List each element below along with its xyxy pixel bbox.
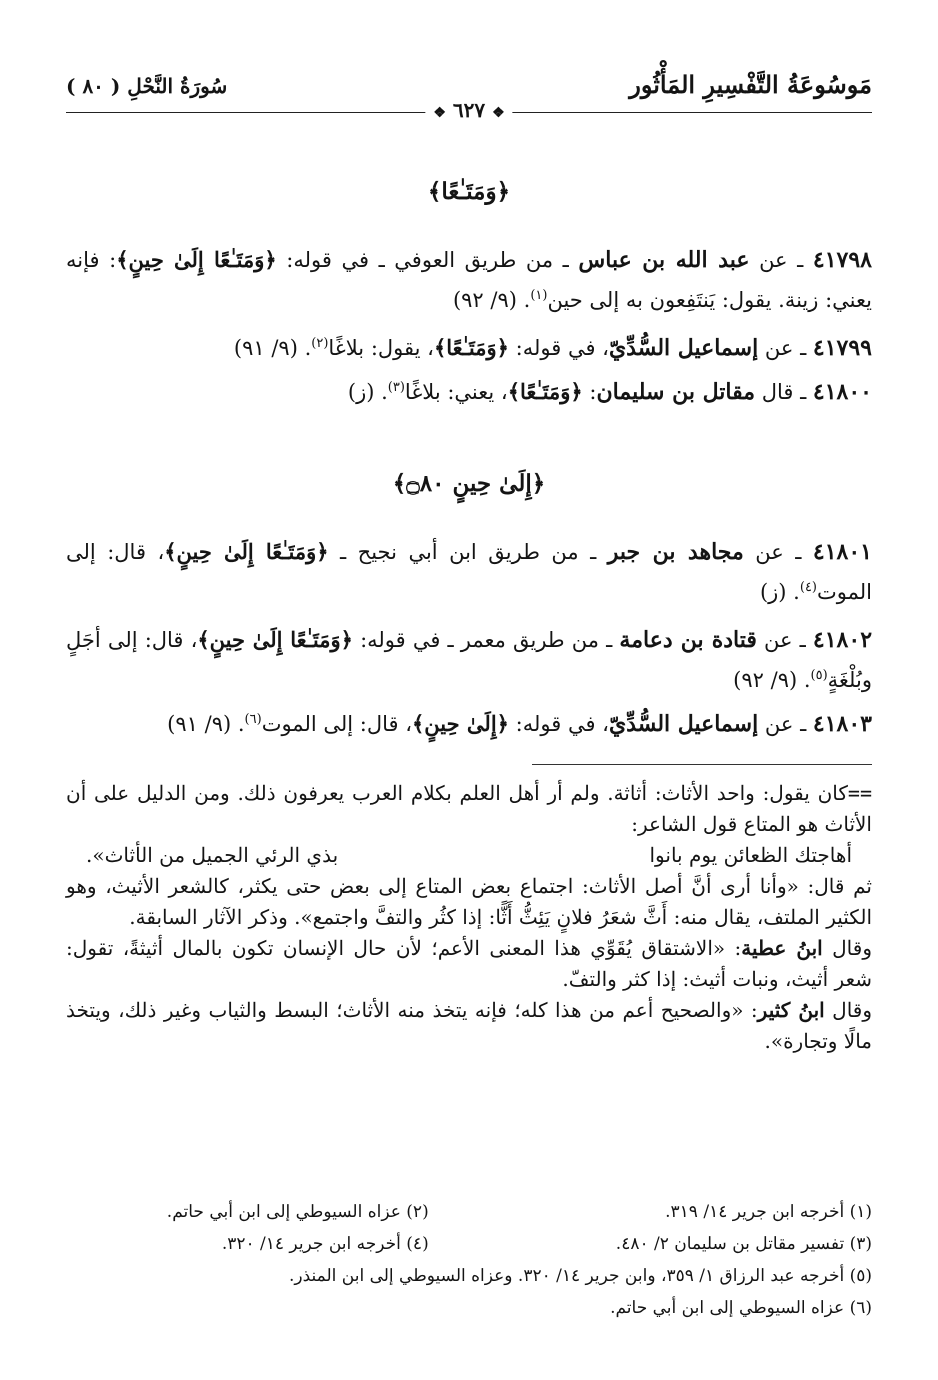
- footnote: (٥) أخرجه عبد الرزاق ١/ ٣٥٩، وابن جرير ١٤/ ٣٢٠. وعزاه السيوطي إلى ابن المنذر.: [288, 1266, 872, 1286]
- volume-reference: (ز): [347, 380, 375, 404]
- scholar-name: ابنُ كثير: [757, 998, 825, 1022]
- note-paragraph: ثم قال: «وأنا أرى أنَّ أصل الأثاث: اجتماع بعض المتاع إلى بعض حتى يكثر، كالشعر الأثيث، وهو الكثير الملتف، يقال منه: أَثَّ شعَرُ فلانٍ يَئِثُّ أَثًّا: إذا كثُر والتفَّ واجتمع». وذكر الآثار السابقة.: [66, 874, 872, 929]
- narration-entry: ٤١٨٠٠ ـ قال مقاتل بن سليمان: ﴿وَمَتَـٰعًا﴾، يعني: بلاغًا$^{(٣)}$. (ز): [347, 379, 872, 405]
- poem-verse: [66, 840, 872, 871]
- quran-quote: ﴿إِلَىٰ حِينٍ﴾: [412, 711, 509, 736]
- footnote-marker: (٥): [810, 668, 828, 683]
- quran-quote: ﴿وَمَتَـٰعًا إِلَىٰ حِينٍ﴾: [197, 627, 353, 652]
- narrator-name: مجاهد بن جبر: [607, 539, 744, 565]
- footnote-marker: (٦): [244, 712, 262, 727]
- ornament-icon: ❖: [433, 105, 446, 121]
- poem-hemistich-2: بذي الرئي الجميل من الأثاث».: [86, 843, 339, 867]
- footnote: (٦) عزاه السيوطي إلى ابن أبي حاتم.: [610, 1298, 872, 1318]
- footnotes: [66, 1196, 872, 1324]
- footnote: (٢) عزاه السيوطي إلى ابن أبي حاتم.: [166, 1202, 429, 1222]
- narrator-name: إسماعيل السُّدِّيّ: [608, 711, 759, 737]
- footnote-marker: (٢): [311, 336, 329, 351]
- narration-entry: ٤١٧٩٨ ـ عن عبد الله بن عباس ـ من طريق العوفي ـ في قوله: ﴿وَمَتَـٰعًا إِلَىٰ حِينٍ﴾: فإنه يعني: زينة. يقول: يَنتَفِعون به إلى حين$^{(١)}$. (٩/ ٩٢): [66, 247, 872, 312]
- narration-number: ٤١٨٠١: [812, 539, 872, 565]
- narration-entry: ٤١٨٠٣ ـ عن إسماعيل السُّدِّيّ، في قوله: ﴿إِلَىٰ حِينٍ﴾، قال: إلى الموت$^{(٦)}$. (٩/ ٩١): [167, 711, 872, 737]
- narration-entry: ٤١٨٠٢ ـ عن قتادة بن دعامة ـ من طريق معمر ـ في قوله: ﴿وَمَتَـٰعًا إِلَىٰ حِينٍ﴾، قال: إلى أجَلٍ وبُلْغَةٍ$^{(٥)}$. (٩/ ٩٢): [66, 627, 873, 692]
- quran-quote: ﴿وَمَتَـٰعًا إِلَىٰ حِينٍ﴾: [164, 539, 329, 564]
- narration-number: ٤١٨٠٠: [812, 379, 872, 405]
- footnote-marker: (٤): [799, 580, 817, 595]
- footnote: (٤) أخرجه ابن جرير ١٤/ ٣٢٠.: [221, 1234, 429, 1254]
- narration-number: ٤١٨٠٣: [812, 711, 872, 737]
- page-number-block: [425, 98, 512, 122]
- quran-quote: ﴿وَمَتَـٰعًا﴾: [507, 379, 583, 404]
- scholar-name: ابنُ عطية: [741, 936, 823, 960]
- section-heading-1: ﴿وَمَتَـٰعًا﴾: [427, 178, 511, 205]
- volume-reference: (٩/ ٩٢): [452, 288, 517, 312]
- narrator-name: مقاتل بن سليمان: [596, 379, 756, 405]
- section-heading-2: ﴿إِلَىٰ حِينٍ ۝٨٠﴾: [392, 470, 546, 497]
- narration-number: ٤١٧٩٩: [812, 335, 872, 361]
- note-paragraph: وقال ابنُ كثير: «والصحيح أعم من هذا كله؛ فإنه يتخذ منه الأثاث؛ البسط والثياب وغير ذلك، ويتخذ مالًا وتجارة».: [66, 998, 873, 1053]
- footnote: (١) أخرجه ابن جرير ١٤/ ٣١٩.: [665, 1202, 872, 1222]
- narration-number: ٤١٧٩٨: [812, 247, 872, 273]
- quran-quote: ﴿وَمَتَـٰعًا إِلَىٰ حِينٍ﴾: [116, 247, 277, 272]
- narrator-name: عبد الله بن عباس: [578, 247, 750, 273]
- narrator-name: إسماعيل السُّدِّيّ: [608, 335, 759, 361]
- footnote-marker: (١): [530, 288, 548, 303]
- page-number: ٦٢٧: [452, 98, 486, 122]
- volume-reference: (٩/ ٩١): [233, 336, 298, 360]
- note-paragraph: وقال ابنُ عطية: «الاشتقاق يُقَوِّي هذا المعنى الأعم؛ لأن حال الإنسان تكون بالمال أثيثةً، تقول: شعر أثيث، ونبات أثيث: إذا كثر والتفّ.: [66, 936, 872, 991]
- narrator-name: قتادة بن دعامة: [619, 627, 757, 653]
- book-title: مَوسُوعَةُ التَّفْسِيرِ المَأْثُور: [629, 70, 872, 99]
- volume-reference: (٩/ ٩١): [167, 712, 232, 736]
- commentary-notes: [66, 778, 872, 1057]
- ornament-icon: ❖: [492, 105, 505, 121]
- notes-divider: [532, 764, 872, 765]
- continuation-mark: ==: [847, 781, 872, 805]
- quran-quote: ﴿وَمَتَـٰعًا﴾: [433, 335, 509, 360]
- narration-entry: ٤١٧٩٩ ـ عن إسماعيل السُّدِّيّ، في قوله: ﴿وَمَتَـٰعًا﴾، يقول: بلاغًا$^{(٢)}$. (٩/ ٩١): [233, 335, 872, 361]
- volume-reference: (٩/ ٩٢): [733, 668, 798, 692]
- note-paragraph: ==كان يقول: واحد الأثاث: أثاثة. ولم أر أهل العلم بكلام العرب يعرفون ذلك. ومن الدليل على أن الأثاث هو المتاع قول الشاعر:: [66, 781, 872, 836]
- narration-number: ٤١٨٠٢: [812, 627, 873, 653]
- volume-reference: (ز): [759, 580, 787, 604]
- narration-entry: ٤١٨٠١ ـ عن مجاهد بن جبر ـ من طريق ابن أبي نجيح ـ ﴿وَمَتَـٰعًا إِلَىٰ حِينٍ﴾، قال: إلى الموت$^{(٤)}$. (ز): [66, 539, 872, 604]
- poem-hemistich-1: أهاجتك الظعائن يوم بانوا: [649, 843, 852, 867]
- footnote-marker: (٣): [387, 380, 405, 395]
- footnote: (٣) تفسير مقاتل بن سليمان ٢/ ٤٨٠.: [615, 1234, 872, 1254]
- surah-reference: سُورَةُ النَّحْلِ ( ٨٠ ): [66, 74, 228, 98]
